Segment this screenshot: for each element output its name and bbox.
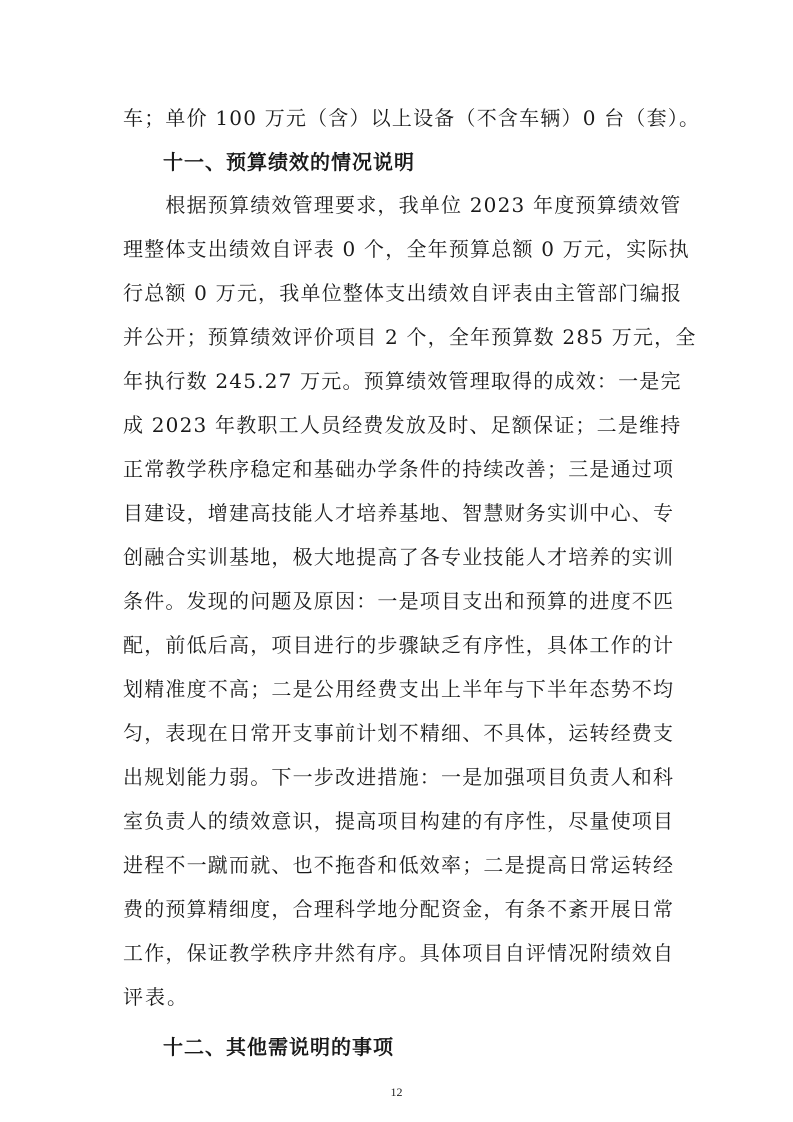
paragraph-line: 划精准度不高；二是公用经费支出上半年与下半年态势不均 [123,677,675,701]
paragraph-line-last: 评表。 [123,985,189,1009]
page-number: 12 [390,1085,403,1099]
paragraph-line: 理整体支出绩效自评表 0 个，全年预算总额 0 万元，实际执 [123,237,690,261]
paragraph-line: 室负责人的绩效意识，提高项目构建的有序性，尽量使项目 [123,809,675,833]
paragraph-line: 工作，保证教学秩序井然有序。具体项目自评情况附绩效自 [123,941,675,965]
paragraph-line: 根据预算绩效管理要求，我单位 2023 年度预算绩效管 [123,193,682,217]
paragraph-line: 进程不一蹴而就、也不拖沓和低效率；二是提高日常运转经 [123,853,675,877]
paragraph-line: 出规划能力弱。下一步改进措施：一是加强项目负责人和科 [123,765,675,789]
paragraph-line: 车；单价 100 万元（含）以上设备（不含车辆）0 台（套）。 [123,106,701,130]
paragraph-line: 创融合实训基地，极大地提高了各专业技能人才培养的实训 [123,545,675,569]
paragraph-line: 配，前低后高，项目进行的步骤缺乏有序性，具体工作的计 [123,633,675,657]
paragraph-line: 目建设，增建高技能人才培养基地、智慧财务实训中心、专 [123,501,675,525]
paragraph-line: 行总额 0 万元，我单位整体支出绩效自评表由主管部门编报 [123,281,683,305]
section-heading-other-matters: 十二、其他需说明的事项 [163,1035,394,1059]
paragraph-line: 并公开；预算绩效评价项目 2 个，全年预算数 285 万元，全 [123,325,697,349]
section-heading-budget-performance: 十一、预算绩效的情况说明 [163,150,415,174]
paragraph-line: 正常教学秩序稳定和基础办学条件的持续改善；三是通过项 [123,457,675,481]
paragraph-line: 条件。发现的问题及原因：一是项目支出和预算的进度不匹 [123,589,675,613]
paragraph-line: 匀，表现在日常开支事前计划不精细、不具体，运转经费支 [123,721,675,745]
paragraph-line: 年执行数 245.27 万元。预算绩效管理取得的成效：一是完 [123,369,682,393]
paragraph-line: 成 2023 年教职工人员经费发放及时、足额保证；二是维持 [123,413,682,437]
paragraph-line: 费的预算精细度，合理科学地分配资金，有条不紊开展日常 [123,897,675,921]
